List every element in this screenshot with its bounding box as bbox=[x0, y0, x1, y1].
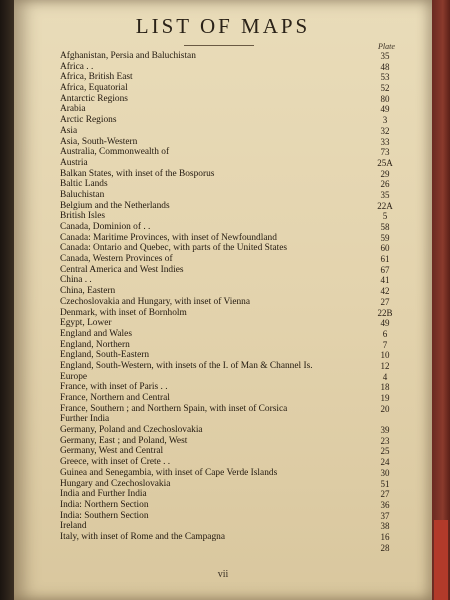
map-name: Central America and West Indies bbox=[60, 264, 184, 275]
list-item bbox=[60, 83, 400, 94]
plate-number: 37 bbox=[380, 510, 390, 521]
plate-number: 48 bbox=[380, 61, 390, 72]
plate-number: 12 bbox=[380, 360, 390, 371]
plate-number: 42 bbox=[380, 286, 390, 297]
plate-number: 25A bbox=[377, 157, 393, 168]
map-name: Africa, Equatorial bbox=[60, 83, 128, 94]
list-item bbox=[60, 115, 400, 126]
list-item bbox=[60, 94, 400, 105]
map-name: Baluchistan bbox=[60, 189, 105, 200]
list-item bbox=[60, 414, 400, 425]
plate-number: 5 bbox=[382, 211, 388, 222]
list-item bbox=[60, 521, 400, 532]
plate-number: 59 bbox=[380, 232, 390, 243]
list-item bbox=[60, 457, 400, 468]
plate-number: 61 bbox=[380, 254, 390, 265]
list-item bbox=[60, 254, 400, 265]
list-item bbox=[60, 372, 400, 383]
cover-red-band bbox=[434, 520, 448, 600]
plate-number: 28 bbox=[380, 542, 390, 553]
map-name: France, Southern ; and Northern Spain, with inset of Corsica bbox=[60, 403, 288, 414]
list-item bbox=[60, 361, 400, 372]
page-number: vii bbox=[217, 569, 229, 580]
plate-number: 7 bbox=[382, 339, 388, 350]
list-item bbox=[60, 126, 400, 137]
book-cover-edge bbox=[432, 0, 450, 600]
plate-number: 38 bbox=[380, 521, 390, 532]
list-item bbox=[60, 169, 400, 180]
list-item bbox=[60, 500, 400, 511]
map-name: Ireland bbox=[60, 521, 87, 532]
list-item bbox=[60, 425, 400, 436]
map-name: England and Wales bbox=[60, 328, 132, 339]
map-name: Europe bbox=[60, 371, 88, 382]
map-name: China, Eastern bbox=[60, 286, 116, 297]
plate-number: 3 bbox=[382, 115, 388, 126]
list-item bbox=[60, 104, 400, 115]
plate-number: 16 bbox=[380, 531, 390, 542]
map-name: Australia, Commonwealth of bbox=[60, 147, 170, 158]
map-list bbox=[60, 51, 400, 553]
plate-number: 10 bbox=[380, 350, 390, 361]
map-name: Belgium and the Netherlands bbox=[60, 200, 170, 211]
title-rule bbox=[184, 45, 254, 46]
map-name: France, Northern and Central bbox=[60, 393, 170, 403]
map-name: Canada: Ontario and Quebec, with parts of the United States bbox=[60, 243, 288, 254]
plate-number: 6 bbox=[382, 328, 388, 339]
map-name: Italy, with inset of Rome and the Campagna bbox=[60, 531, 225, 542]
list-item bbox=[60, 479, 400, 490]
map-name: British Isles bbox=[60, 211, 106, 222]
plate-number: 23 bbox=[380, 435, 390, 446]
plate-number: 18 bbox=[380, 382, 390, 393]
list-item bbox=[60, 511, 400, 522]
list-item bbox=[60, 72, 400, 83]
map-name: England, South-Eastern bbox=[60, 350, 150, 361]
map-name: Africa, British East bbox=[60, 72, 133, 83]
list-item bbox=[60, 340, 400, 351]
map-name: Antarctic Regions bbox=[60, 93, 128, 104]
list-item bbox=[60, 404, 400, 415]
list-item bbox=[60, 243, 400, 254]
plate-number: 67 bbox=[380, 264, 390, 275]
plate-number: 35 bbox=[380, 51, 390, 61]
plate-number: 33 bbox=[380, 136, 390, 147]
plate-number: 29 bbox=[380, 168, 390, 179]
plate-number: 39 bbox=[380, 425, 390, 436]
plate-number: 27 bbox=[380, 489, 390, 500]
plate-number: 20 bbox=[380, 403, 390, 414]
map-name: Denmark, with inset of Bornholm bbox=[60, 307, 187, 318]
map-name: India: Southern Section bbox=[60, 510, 149, 521]
list-item bbox=[60, 137, 400, 148]
list-item bbox=[60, 51, 400, 62]
plate-number: 73 bbox=[380, 147, 390, 158]
list-item bbox=[60, 286, 400, 297]
plate-number: 51 bbox=[380, 478, 390, 489]
plate-number: 27 bbox=[380, 296, 390, 307]
list-item bbox=[60, 489, 400, 500]
map-name: Arctic Regions bbox=[60, 115, 117, 126]
map-name: Arabia bbox=[60, 104, 86, 115]
plate-number: 49 bbox=[380, 318, 390, 329]
plate-number: 22A bbox=[377, 200, 393, 211]
list-item bbox=[60, 62, 400, 73]
list-item bbox=[60, 201, 400, 212]
map-name: China . . bbox=[60, 275, 92, 286]
map-name: India: Northern Section bbox=[60, 499, 149, 510]
book-spine-shadow bbox=[0, 0, 14, 600]
map-name: Asia, South-Western bbox=[60, 136, 138, 147]
map-name: Canada: Maritime Provinces, with inset of Newfoundland bbox=[60, 232, 277, 243]
map-name: Further India bbox=[60, 414, 110, 425]
plate-number: 19 bbox=[380, 393, 390, 403]
list-item bbox=[60, 446, 400, 457]
map-name: Afghanistan, Persia and Baluchistan bbox=[60, 51, 196, 61]
list-item bbox=[60, 318, 400, 329]
list-item bbox=[60, 265, 400, 276]
map-name: Hungary and Czechoslovakia bbox=[60, 478, 171, 489]
map-name: Germany, West and Central bbox=[60, 446, 164, 457]
map-name: Greece, with inset of Crete . . bbox=[60, 457, 171, 468]
map-name: Austria bbox=[60, 157, 88, 168]
plate-number: 25 bbox=[380, 446, 390, 457]
list-item bbox=[60, 179, 400, 190]
list-item bbox=[60, 350, 400, 361]
list-item bbox=[60, 308, 400, 319]
page-title: LIST OF MAPS bbox=[135, 14, 311, 38]
map-name: Germany, Poland and Czechoslovakia bbox=[60, 425, 203, 436]
plate-number: 52 bbox=[380, 83, 390, 94]
map-name: Africa . . bbox=[60, 61, 94, 72]
map-name: Asia bbox=[60, 125, 78, 136]
list-item bbox=[60, 532, 400, 543]
map-name: England, Northern bbox=[60, 339, 130, 350]
plate-number: 24 bbox=[380, 457, 390, 468]
plate-number: 60 bbox=[380, 243, 390, 254]
plate-number: 80 bbox=[380, 93, 390, 104]
plate-number: 32 bbox=[380, 125, 390, 136]
map-name: Canada, Western Provinces of bbox=[60, 254, 173, 265]
plate-number: 4 bbox=[382, 371, 388, 382]
list-item bbox=[60, 382, 400, 393]
map-name: Egypt, Lower bbox=[60, 318, 112, 329]
list-item bbox=[60, 543, 400, 554]
plate-number: 30 bbox=[380, 467, 390, 478]
map-name: India and Further India bbox=[60, 489, 147, 500]
list-item bbox=[60, 468, 400, 479]
map-name: Balkan States, with inset of the Bosporus bbox=[60, 168, 215, 179]
list-item bbox=[60, 329, 400, 340]
list-item bbox=[60, 275, 400, 286]
list-item bbox=[60, 233, 400, 244]
list-item bbox=[60, 147, 400, 158]
map-name: Czechoslovakia and Hungary, with inset of Vienna bbox=[60, 296, 251, 307]
plate-number: 49 bbox=[380, 104, 390, 115]
list-item bbox=[60, 297, 400, 308]
map-name: Germany, East ; and Poland, West bbox=[60, 435, 188, 446]
list-item bbox=[60, 436, 400, 447]
plate-number: 36 bbox=[380, 499, 390, 510]
plate-number: 53 bbox=[380, 72, 390, 83]
plate-number: 26 bbox=[380, 179, 390, 190]
book-page bbox=[14, 0, 432, 600]
list-item bbox=[60, 211, 400, 222]
map-name: Baltic Lands bbox=[60, 179, 108, 190]
plate-number: 35 bbox=[380, 189, 390, 200]
list-item bbox=[60, 190, 400, 201]
plate-column-header: Plate bbox=[378, 42, 395, 51]
plate-number: 41 bbox=[380, 275, 390, 286]
list-item bbox=[60, 158, 400, 169]
map-name: England, South-Western, with insets of the I. of Man & Channel Is. bbox=[60, 360, 313, 371]
list-item bbox=[60, 393, 400, 404]
map-name: Guinea and Senegambia, with inset of Cape Verde Islands bbox=[60, 467, 278, 478]
map-name: Canada, Dominion of . . bbox=[60, 222, 151, 232]
plate-number: 58 bbox=[380, 222, 390, 232]
list-item bbox=[60, 222, 400, 233]
map-name: France, with inset of Paris . . bbox=[60, 382, 168, 393]
plate-number: 22B bbox=[377, 307, 393, 318]
